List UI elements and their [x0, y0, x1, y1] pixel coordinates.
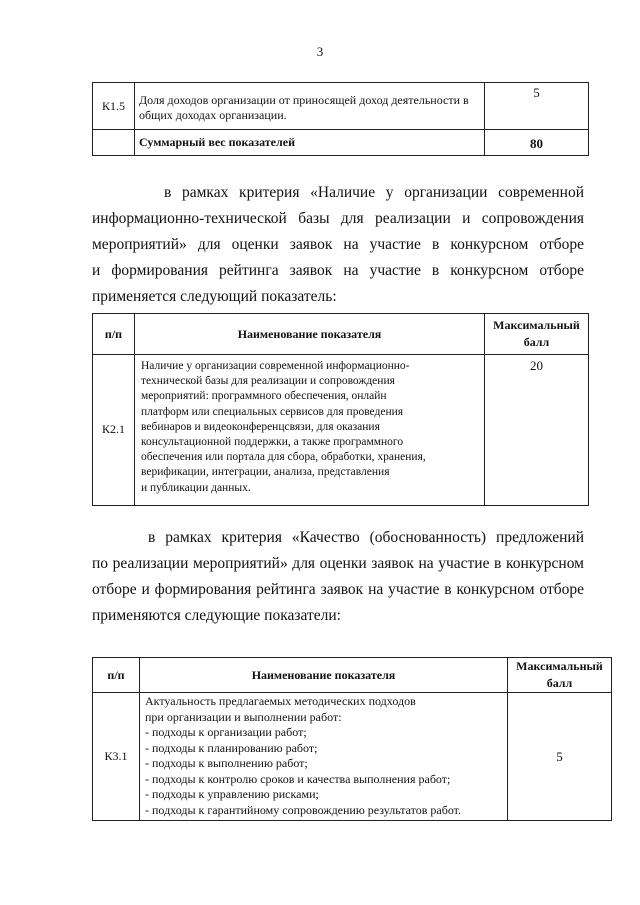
criteria-table-k3 [92, 657, 612, 821]
indicator-name-line: Наличие у организации современной информационно- [141, 360, 410, 372]
column-header-max-score: Максимальный балл [485, 314, 589, 355]
table-row [93, 83, 589, 130]
indicator-name-line: - подходы к выполнению работ; [145, 756, 308, 770]
indicator-name-line: - подходы к организации работ; [145, 725, 307, 739]
paragraph-line: мероприятий» для оценки заявок на участие в конкурсном отборе [92, 236, 584, 253]
indicator-score: 5 [485, 83, 589, 130]
indicator-name-line: - подходы к контролю сроков и качества выполнения работ; [145, 771, 451, 786]
column-header-name: Наименование показателя [135, 314, 485, 355]
indicator-name-line: и публикации данных. [141, 481, 251, 494]
indicator-name-line: вебинаров и видеоконференцсвязи, для оказания [141, 420, 380, 433]
paragraph-line: в рамках критерия «Наличие у организации современной [164, 184, 584, 201]
indicator-name-line: - подходы к гарантийному сопровождению результатов работ. [145, 802, 462, 817]
paragraph-line: и формирования рейтинга заявок на участие в конкурсном отборе [92, 262, 584, 279]
paragraph-criterion-3 [92, 525, 584, 629]
column-header-number: п/п [93, 658, 140, 693]
indicator-code: К1.5 [93, 83, 135, 130]
indicator-name [140, 693, 508, 821]
criteria-table-k1 [92, 82, 589, 156]
indicator-code: К2.1 [93, 355, 135, 506]
indicator-name-line: Актуальность предлагаемых методических подходов [145, 694, 416, 708]
paragraph-line: информационно-технической базы для реализации и сопровождения [92, 210, 584, 227]
column-header-name: Наименование показателя [140, 658, 508, 693]
paragraph-line: по реализации мероприятий» для оценки заявок на участие в конкурсном [92, 555, 584, 572]
indicator-name-line: при организации и выполнении работ: [145, 709, 342, 724]
indicator-name-line: технической базы для реализации и сопровождения [141, 375, 395, 388]
table-header-row [93, 658, 612, 693]
paragraph-criterion-2 [92, 180, 584, 310]
total-score: 80 [485, 130, 589, 156]
indicator-score: 5 [508, 693, 612, 821]
indicator-name-line: - подходы к управлению рисками; [145, 787, 319, 801]
indicator-name: Доля доходов организации от приносящей доход деятельности в общих доходах организации. [135, 83, 485, 130]
total-label: Суммарный вес показателей [135, 130, 485, 156]
paragraph-line: применяется следующий показатель: [92, 288, 337, 305]
indicator-name-line: платформ или специальных сервисов для проведения [141, 405, 404, 418]
page-number: 3 [316, 44, 324, 59]
total-row [93, 130, 589, 156]
indicator-name-line: консультационной поддержки, а также программного [141, 436, 404, 449]
indicator-name-line: обеспечения или портала для сбора, обработки, хранения, [141, 451, 426, 464]
criteria-table-k2 [92, 313, 589, 506]
indicator-score: 20 [485, 355, 589, 506]
paragraph-line: применяются следующие показатели: [92, 607, 341, 624]
column-header-number: п/п [93, 314, 135, 355]
paragraph-line: отборе и формирования рейтинга заявок на участие в конкурсном отборе [92, 581, 584, 598]
indicator-name-line: - подходы к планированию работ; [145, 740, 318, 755]
empty-cell [93, 130, 135, 156]
column-header-max-score: Максимальный балл [508, 658, 612, 693]
indicator-name-line: мероприятий: программного обеспечения, онлайн [141, 390, 387, 403]
table-row [93, 693, 612, 821]
indicator-name-line: верификации, интеграции, анализа, представления [141, 466, 390, 479]
table-header-row [93, 314, 589, 355]
indicator-name [135, 355, 485, 506]
indicator-code: К3.1 [93, 693, 140, 821]
paragraph-line: в рамках критерия «Качество (обоснованность) предложений [148, 529, 584, 546]
table-row [93, 355, 589, 506]
